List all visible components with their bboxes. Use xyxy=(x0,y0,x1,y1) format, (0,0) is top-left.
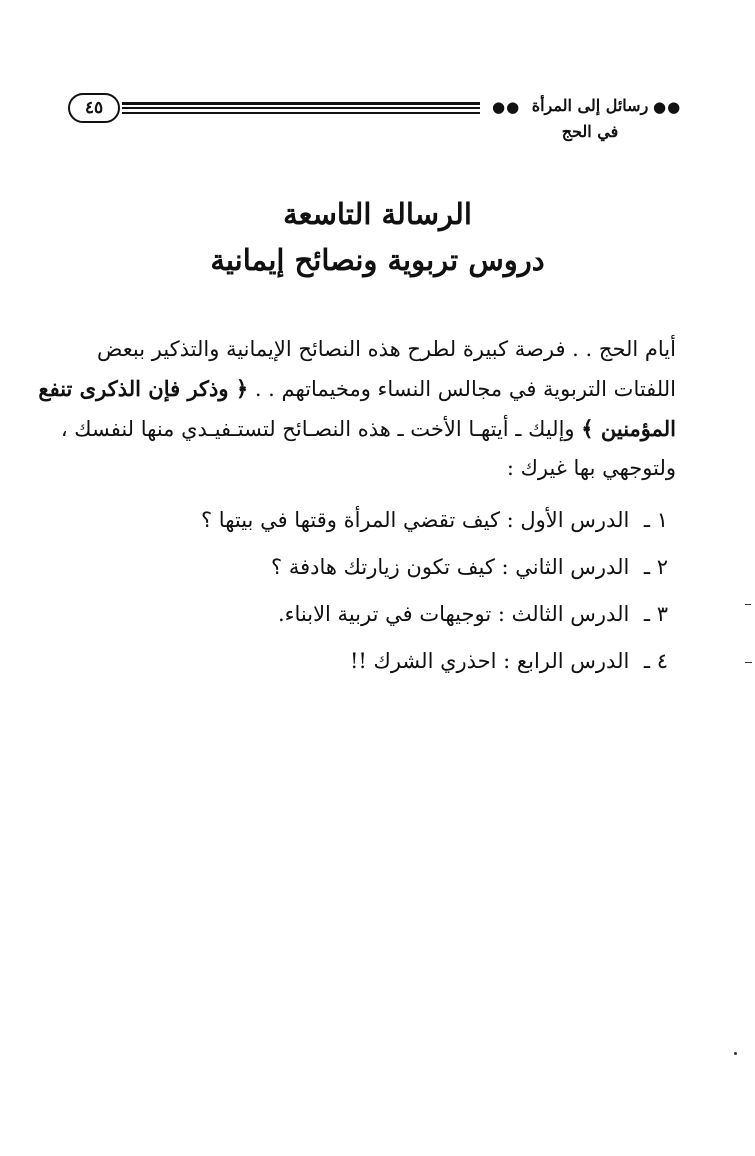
ornament-dots-right: ●● xyxy=(653,98,682,116)
scan-speck xyxy=(745,662,752,663)
lesson-item xyxy=(70,641,676,688)
lesson-number: ١ ـ xyxy=(643,508,668,532)
intro-text: وإليك ـ أيتهـا الأخت ـ هذه النصـائح لتستـفيـدي منها لنفسك ، xyxy=(60,417,575,441)
lesson-item xyxy=(70,500,676,547)
scan-speck xyxy=(734,1052,737,1055)
header-rule-thick xyxy=(122,102,480,105)
quran-verse: ﴿ وذكر فإن الذكرى تنفع xyxy=(38,376,249,401)
header-rule-thin-lower xyxy=(122,112,480,114)
intro-line xyxy=(38,369,676,409)
ornament-dots-left: ●● xyxy=(492,98,521,116)
header-rule-thin xyxy=(122,107,480,109)
lesson-text: الدرس الرابع : احذري الشرك !! xyxy=(349,649,630,673)
quran-verse-end: المؤمنين ﴾ xyxy=(581,416,676,441)
lesson-text: الدرس الثاني : كيف تكون زيارتك هادفة ؟ xyxy=(271,555,630,579)
lesson-item xyxy=(70,547,676,594)
intro-line: أيام الحج . . فرصة كبيرة لطرح هذه النصائح الإيمانية والتذكير ببعض xyxy=(97,337,676,361)
lesson-item xyxy=(70,594,676,641)
chapter-title: الرسالة التاسعة xyxy=(283,197,472,231)
intro-line xyxy=(60,409,676,449)
lesson-number: ٢ ـ xyxy=(643,555,668,579)
lesson-text: الدرس الأول : كيف تقضي المرأة وقتها في بيتها ؟ xyxy=(200,508,630,532)
intro-paragraph xyxy=(38,330,676,488)
running-header xyxy=(68,93,688,141)
page-number: ٤٥ xyxy=(68,93,120,123)
intro-text: اللفتات التربوية في مجالس النساء ومخيماتهم . . xyxy=(254,377,676,401)
intro-line: ولتوجهي بها غيرك : xyxy=(506,456,676,480)
lesson-number: ٣ ـ xyxy=(643,602,668,626)
running-title: رسائل إلى المرأة في الحج xyxy=(531,96,649,141)
lesson-text: الدرس الثالث : توجيهات في تربية الابناء. xyxy=(277,602,630,626)
lesson-number: ٤ ـ xyxy=(643,649,668,673)
lessons-list xyxy=(70,500,676,688)
chapter-subtitle: دروس تربوية ونصائح إيمانية xyxy=(210,243,545,277)
scan-speck xyxy=(745,604,751,605)
